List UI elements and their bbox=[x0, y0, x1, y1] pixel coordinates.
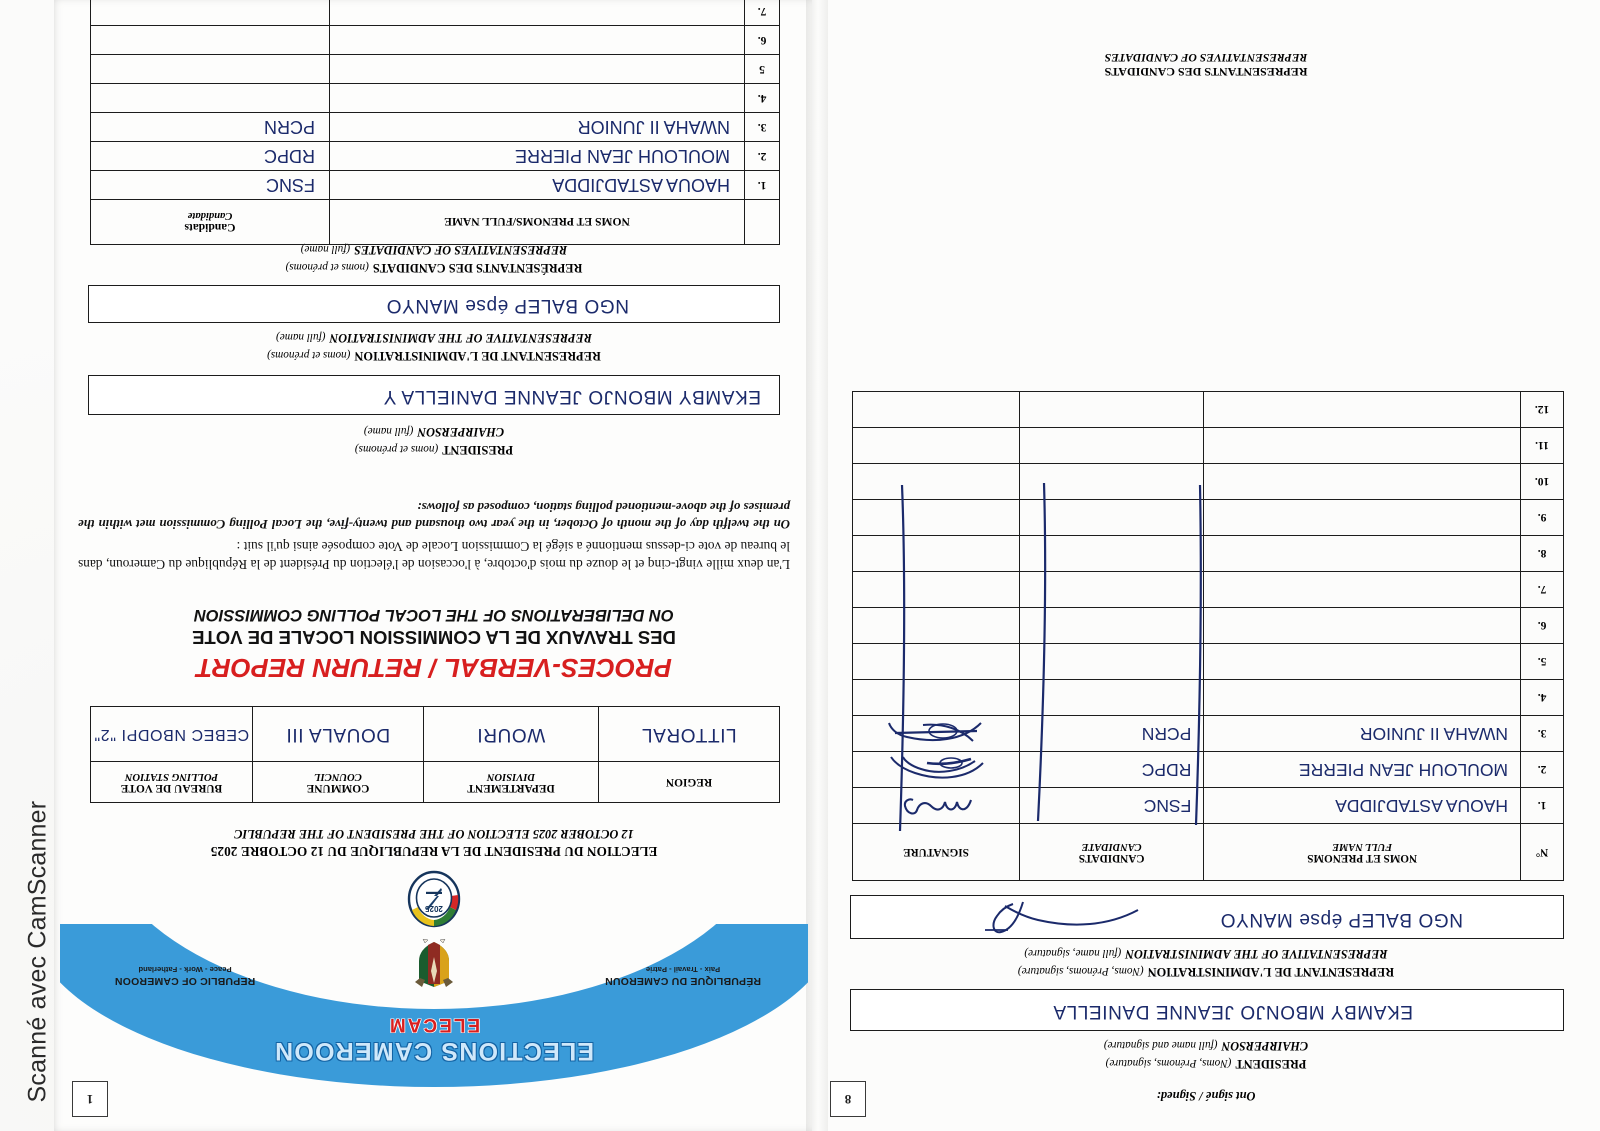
rp-chairperson-label-en-note: (full name and signature) bbox=[1103, 1039, 1218, 1051]
row-signature[interactable] bbox=[853, 428, 1020, 464]
row-candidate[interactable] bbox=[1019, 428, 1203, 464]
chairperson-label-fr-note: (noms et prénoms) bbox=[354, 443, 439, 455]
col-header-council bbox=[253, 762, 424, 803]
row-no: 9. bbox=[1521, 500, 1564, 536]
document-title-block bbox=[54, 605, 814, 683]
candidate-reps-label-fr-text: REPRÉSENTANTS DES CANDIDATS bbox=[372, 261, 583, 275]
rp-candidate-reps-label-en: REPRESENTATIVES OF CANDIDATES bbox=[1104, 51, 1308, 64]
row-signature[interactable] bbox=[853, 392, 1020, 428]
rp-admin-rep-signature-field[interactable] bbox=[850, 895, 1564, 939]
col-header-candidate-fr: CANDIDATS bbox=[1078, 851, 1145, 864]
chairperson-label-block bbox=[54, 423, 814, 459]
value-division-text: WOURI bbox=[476, 724, 546, 745]
col-header-fullname-en: FULL NAME bbox=[1332, 840, 1393, 852]
row-fullname[interactable] bbox=[1204, 464, 1521, 500]
row-no: 6. bbox=[1521, 608, 1564, 644]
row-no: 3. bbox=[745, 113, 780, 142]
rp-chairperson-label-fr-text: PRESIDENT bbox=[1235, 1057, 1307, 1071]
candidate-reps-label-block bbox=[54, 241, 814, 277]
table-row bbox=[853, 500, 1564, 536]
table-row bbox=[853, 644, 1564, 680]
rp-admin-rep-label-en-note: (full name, signature) bbox=[1024, 947, 1122, 959]
row-no: 2. bbox=[745, 142, 780, 171]
chairperson-name-value: EKAMBY MBONJO JEANNE DANIELLA Y bbox=[383, 386, 761, 407]
table-row bbox=[853, 464, 1564, 500]
table-row bbox=[853, 788, 1564, 824]
row-candidate[interactable] bbox=[91, 55, 330, 84]
row-candidate[interactable]: FSNC bbox=[1019, 788, 1203, 824]
rp-chairperson-label-fr bbox=[812, 1055, 1600, 1073]
row-no: 12. bbox=[1521, 392, 1564, 428]
doc-title-fr: DES TRAVAUX DE LA COMMISSION LOCALE DE VOTE bbox=[192, 627, 676, 648]
table-value-row bbox=[91, 707, 780, 762]
rp-admin-rep-label-fr-text: REPRESENTANT DE L'ADMINISTRATION bbox=[1147, 965, 1395, 979]
admin-rep-name-value: NGO BALEP épse MANYO bbox=[386, 295, 629, 316]
row-fullname[interactable] bbox=[1204, 644, 1521, 680]
row-fullname[interactable]: HAOUA ASTADJIDDA bbox=[330, 171, 745, 200]
doc-title-main: PROCES-VERBAL / RETURN REPORT bbox=[196, 653, 672, 683]
republic-name-fr: RÉPUBLIQUE DU CAMEROUN bbox=[604, 975, 762, 987]
candidate-reps-table-left bbox=[90, 0, 780, 245]
col-header-fullname-fr: NOMS ET PRENOMS bbox=[1307, 851, 1418, 864]
row-candidate[interactable]: RDPC bbox=[1019, 752, 1203, 788]
admin-rep-label-en-note: (full name) bbox=[276, 331, 326, 343]
row-no: 10. bbox=[1521, 464, 1564, 500]
rp-candidate-reps-label-block bbox=[812, 51, 1600, 79]
table-row bbox=[853, 716, 1564, 752]
col-header-signature-text: SIGNATURE bbox=[903, 846, 969, 859]
chairperson-name-field[interactable] bbox=[88, 375, 780, 415]
row-fullname[interactable] bbox=[1204, 608, 1521, 644]
col-header-polling-station bbox=[91, 762, 253, 803]
chairperson-label-en-note: (full name) bbox=[363, 425, 414, 437]
table-header-row bbox=[91, 200, 780, 245]
row-candidate[interactable] bbox=[1019, 500, 1203, 536]
row-fullname[interactable]: MOULOUH JEAN PIERRE bbox=[330, 142, 745, 171]
value-council bbox=[253, 707, 424, 762]
admin-rep-name-field[interactable] bbox=[88, 285, 780, 323]
table-row bbox=[853, 608, 1564, 644]
admin-rep-label-block bbox=[54, 329, 814, 365]
table-row bbox=[853, 428, 1564, 464]
col-header-no bbox=[745, 200, 780, 245]
rp-chairperson-signature-field[interactable] bbox=[850, 989, 1564, 1031]
col-header-council-en: COUNCIL bbox=[314, 770, 362, 782]
preamble-paragraph bbox=[78, 498, 790, 573]
row-no: 7. bbox=[745, 0, 780, 26]
row-fullname[interactable] bbox=[330, 0, 745, 26]
rp-chairperson-label-en-text: CHAIRPERSON bbox=[1221, 1039, 1309, 1053]
row-candidate[interactable] bbox=[1019, 464, 1203, 500]
row-fullname[interactable]: NWAHA II JUNIOR bbox=[330, 113, 745, 142]
row-signature[interactable] bbox=[853, 680, 1020, 716]
col-header-polling-station-en: POLLING STATION bbox=[124, 770, 219, 782]
rp-admin-rep-label-fr-note: (Noms, Prénoms, signature) bbox=[1017, 965, 1144, 977]
row-no: 1. bbox=[745, 171, 780, 200]
col-header-no bbox=[1521, 824, 1564, 881]
republic-block-fr bbox=[568, 965, 798, 987]
row-signature[interactable] bbox=[853, 752, 1020, 788]
table-row bbox=[91, 26, 780, 55]
admin-rep-label-fr-text: REPRESENTANT DE L'ADMINISTRATION bbox=[354, 349, 601, 363]
table-row bbox=[91, 142, 780, 171]
col-header-council-fr: COMMUNE bbox=[306, 781, 370, 794]
row-candidate[interactable] bbox=[1019, 644, 1203, 680]
value-region-text: LITTORAL bbox=[641, 724, 737, 745]
row-no: 3. bbox=[1521, 716, 1564, 752]
republic-name-en: REPUBLIC OF CAMEROON bbox=[114, 975, 256, 987]
signature-ink-row-1 bbox=[891, 791, 981, 821]
row-no: 11. bbox=[1521, 428, 1564, 464]
table-row bbox=[91, 84, 780, 113]
candidate-reps-label-fr-note: (noms et prénoms) bbox=[285, 261, 369, 273]
row-signature[interactable] bbox=[853, 788, 1020, 824]
election-title-fr: ELECTION DU PRESIDENT DE LA REPUBLIQUE DU 12 OCTOBRE 2025 bbox=[210, 844, 658, 859]
candidate-reps-label-en-note: (full name) bbox=[300, 243, 351, 255]
col-header-no-text: N° bbox=[1535, 846, 1549, 859]
row-candidate[interactable] bbox=[1019, 680, 1203, 716]
row-signature[interactable] bbox=[853, 500, 1020, 536]
row-fullname[interactable] bbox=[1204, 392, 1521, 428]
row-candidate[interactable] bbox=[91, 84, 330, 113]
signature-ink-row-3 bbox=[881, 718, 991, 750]
doc-title-en: ON DELIBERATIONS OF THE LOCAL POLLING COMMISSION bbox=[194, 606, 674, 624]
chairperson-label-en bbox=[54, 423, 814, 441]
chairperson-label-fr-text: PRESIDENT bbox=[442, 443, 514, 457]
col-header-fullname bbox=[1204, 824, 1521, 881]
rp-chairperson-name-value: EKAMBY MBONJO JEANNE DANIELLA bbox=[1052, 1001, 1413, 1022]
row-candidate[interactable] bbox=[1019, 608, 1203, 644]
admin-rep-signature-ink bbox=[973, 896, 1143, 936]
col-header-polling-station-fr: BUREAU DE VOTE bbox=[120, 781, 223, 794]
col-header-division-fr: DEPARTEMENT bbox=[467, 781, 555, 794]
row-signature[interactable] bbox=[853, 716, 1020, 752]
logo-year-text: 2025 bbox=[425, 904, 443, 913]
election-title-en: 12 OCTOBER 2025 ELECTION OF THE PRESIDENT OF THE REPUBLIC bbox=[234, 827, 634, 841]
table-row bbox=[853, 536, 1564, 572]
table-header-row bbox=[853, 824, 1564, 881]
left-page bbox=[54, 0, 814, 1131]
row-fullname[interactable] bbox=[1204, 428, 1521, 464]
row-candidate[interactable]: RDPC bbox=[91, 142, 330, 171]
col-header-candidate bbox=[91, 200, 330, 245]
row-candidate[interactable] bbox=[1019, 392, 1203, 428]
left-page-number: 1 bbox=[72, 1081, 108, 1117]
col-header-signature bbox=[853, 824, 1020, 881]
row-no: 5 bbox=[745, 55, 780, 84]
row-fullname[interactable] bbox=[330, 26, 745, 55]
row-fullname[interactable] bbox=[330, 55, 745, 84]
chairperson-label-fr bbox=[54, 441, 814, 459]
signed-heading: Ont signé / Signed: bbox=[1156, 1089, 1256, 1103]
value-division bbox=[424, 707, 599, 762]
row-no: 5. bbox=[1521, 644, 1564, 680]
chairperson-label-en-text: CHAIRPERSON bbox=[417, 425, 505, 439]
row-fullname[interactable] bbox=[1204, 680, 1521, 716]
preamble-fr: L'an deux mille vingt-cinq et le douze du mois d'octobre, à l'occasion de l'élection du Président de la République du Cameroun, dans le bureau de vote ci-dessus mentionné a siégé la Commission Locale de Vote composée ainsi qu'il suit : bbox=[78, 539, 790, 572]
row-candidate[interactable] bbox=[91, 26, 330, 55]
value-polling-station bbox=[91, 707, 253, 762]
elecam-logo-icon bbox=[407, 870, 461, 928]
rp-admin-rep-name-value: NGO BALEP épse MANYO bbox=[1220, 909, 1463, 930]
republic-motto-fr: Paix - Travail - Patrie bbox=[645, 965, 721, 974]
polling-identification-table bbox=[90, 706, 780, 803]
right-page bbox=[812, 0, 1600, 1131]
col-header-candidate-en: Candidate bbox=[187, 210, 233, 221]
row-no: 6. bbox=[745, 26, 780, 55]
row-candidate[interactable] bbox=[91, 0, 330, 26]
table-row bbox=[91, 55, 780, 84]
row-fullname[interactable] bbox=[1204, 572, 1521, 608]
rp-admin-rep-label-fr bbox=[812, 963, 1600, 981]
row-candidate[interactable] bbox=[1019, 536, 1203, 572]
candidate-reps-label-fr bbox=[54, 259, 814, 277]
preamble-en: On the twelfth day of the month of October, in the year two thousand and twenty-five, the Local Polling Commission met within the premises of the above-mentioned polling station, composed as follows: bbox=[78, 499, 790, 532]
row-signature[interactable] bbox=[853, 608, 1020, 644]
table-row bbox=[853, 392, 1564, 428]
table-row bbox=[853, 572, 1564, 608]
col-header-candidate bbox=[1019, 824, 1203, 881]
signature-ink-row-2 bbox=[881, 754, 991, 786]
republic-block-en bbox=[70, 965, 300, 987]
row-fullname[interactable] bbox=[1204, 536, 1521, 572]
rp-admin-rep-label-en bbox=[812, 945, 1600, 963]
rp-chairperson-label-en bbox=[812, 1037, 1600, 1055]
row-signature[interactable] bbox=[853, 644, 1020, 680]
brand-name-en: ELECTIONS CAMEROON bbox=[273, 1037, 595, 1065]
value-polling-station-text: CEBEC NBODPI "2" bbox=[93, 726, 250, 743]
row-candidate[interactable] bbox=[1019, 572, 1203, 608]
table-header-row bbox=[91, 762, 780, 803]
row-signature[interactable] bbox=[853, 464, 1020, 500]
admin-rep-label-en-text: REPRESENTATIVE OF THE ADMINISTRATION bbox=[329, 331, 592, 345]
rp-admin-rep-label-en-text: REPRESENTATIVE OF THE ADMINISTRATION bbox=[1125, 947, 1388, 961]
candidate-reps-signature-table bbox=[852, 391, 1564, 881]
camscanner-watermark: Scanné avec CamScanner bbox=[23, 800, 52, 1103]
col-header-candidate-fr: Candidats bbox=[184, 221, 236, 234]
row-no: 7. bbox=[1521, 572, 1564, 608]
value-region bbox=[599, 707, 780, 762]
rp-chairperson-label-fr-note: (Noms, Prénoms, signature) bbox=[1105, 1057, 1232, 1069]
row-candidate[interactable]: PCRN bbox=[1019, 716, 1203, 752]
table-row bbox=[91, 0, 780, 26]
row-no: 8. bbox=[1521, 536, 1564, 572]
signed-block bbox=[812, 1088, 1600, 1103]
col-header-candidate-en: CANDIDATE bbox=[1081, 840, 1142, 852]
value-council-text: DOUALA III bbox=[285, 724, 391, 745]
row-no: 2. bbox=[1521, 752, 1564, 788]
col-header-division bbox=[424, 762, 599, 803]
col-header-region bbox=[599, 762, 780, 803]
right-page-number: 8 bbox=[830, 1081, 866, 1117]
col-header-region-fr: REGION bbox=[665, 776, 713, 789]
coat-of-arms-icon bbox=[413, 939, 455, 991]
table-row bbox=[853, 680, 1564, 716]
admin-rep-label-en bbox=[54, 329, 814, 347]
table-row bbox=[91, 171, 780, 200]
row-fullname[interactable]: MOULOUH JEAN PIERRE bbox=[1204, 752, 1521, 788]
col-header-fullname-text: NOMS ET PRENOMS/FULL NAME bbox=[444, 215, 630, 229]
col-header-fullname bbox=[330, 200, 745, 245]
row-candidate[interactable]: PCRN bbox=[91, 113, 330, 142]
row-fullname[interactable]: NWAHA II JUNIOR bbox=[1204, 716, 1521, 752]
col-header-division-en: DIVISION bbox=[486, 770, 536, 782]
candidate-reps-label-en-text: REPRESENTATIVES OF CANDIDATES bbox=[354, 243, 568, 257]
elecam-letterhead bbox=[60, 924, 808, 1109]
rp-candidate-reps-label-fr: REPRESENTANTS DES CANDIDATS bbox=[1104, 65, 1308, 79]
row-no: 4. bbox=[745, 84, 780, 113]
row-no: 4. bbox=[1521, 680, 1564, 716]
rp-admin-rep-label-block bbox=[812, 945, 1600, 981]
admin-rep-label-fr bbox=[54, 347, 814, 365]
republic-motto-en: Peace - Work - Fatherland bbox=[138, 965, 232, 974]
row-fullname[interactable] bbox=[330, 84, 745, 113]
row-fullname[interactable] bbox=[1204, 500, 1521, 536]
row-no: 1. bbox=[1521, 788, 1564, 824]
row-signature[interactable] bbox=[853, 536, 1020, 572]
row-fullname[interactable]: HAOUA ASTADJIDDA bbox=[1204, 788, 1521, 824]
row-candidate[interactable]: FSNC bbox=[91, 171, 330, 200]
rp-chairperson-label-block bbox=[812, 1037, 1600, 1073]
row-signature[interactable] bbox=[853, 572, 1020, 608]
table-row bbox=[91, 113, 780, 142]
table-row bbox=[853, 752, 1564, 788]
brand-acronym: ELECAM bbox=[387, 1014, 481, 1035]
admin-rep-label-fr-note: (noms et prénoms) bbox=[267, 349, 351, 361]
